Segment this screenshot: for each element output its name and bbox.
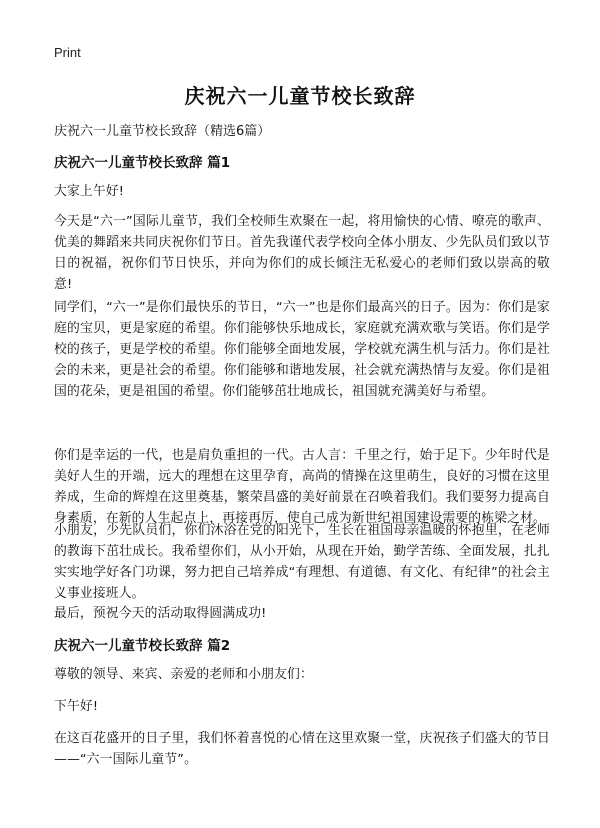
section-heading-1: 庆祝六一儿童节校长致辞 篇1 (54, 155, 231, 171)
paragraph-generation: 你们是幸运的一代，也是肩负重担的一代。古人言：千里之行，始于足下。少年时代是美好人生的开端，远大的理想在这里孕育，高尚的情操在这里萌生，良好的习惯在这里养成，生命的辉煌在这里奠基，繁荣昌盛的美好前景在召唤着我们。我们要努力提高自身素质，在新的人生起点上，再接再厉，使自己成为新世纪祖国建设需要的栋梁之材。 (54, 448, 550, 526)
paragraph-address: 尊敬的领导、来宾、亲爱的老师和小朋友们： (54, 667, 313, 682)
paragraph-closing: 最后，预祝今天的活动取得圆满成功! (54, 606, 267, 621)
paragraph-celebration: 在这百花盛开的日子里，我们怀着喜悦的心情在这里欢聚一堂，庆祝孩子们盛大的节日——“六一国际儿童节”。 (54, 731, 550, 767)
paragraph-greeting: 大家上午好! (54, 184, 125, 199)
paragraph-hope: 同学们，“六一”是你们最快乐的节日，“六一”也是你们最高兴的日子。因为：你们是家庭的宝贝，更是家庭的希望。你们能够快乐地成长，家庭就充满欢歌与笑语。你们是学校的孩子，更是学校的希望。你们能够全面地发展，学校就充满生机与活力。你们是社会的未来，更是社会的希望。你们能够和谐地发展，社会就充满热情与友爱。你们是祖国的花朵，更是祖国的希望。你们能够茁壮地成长，祖国就充满美好与希望。 (54, 300, 550, 399)
document-subtitle: 庆祝六一儿童节校长致辞（精选6篇） (54, 124, 271, 139)
section-heading-2: 庆祝六一儿童节校长致辞 篇2 (54, 638, 231, 654)
page-title: 庆祝六一儿童节校长致辞 (184, 84, 416, 108)
paragraph-wishes: 小朋友，少先队员们，你们沐浴在党的阳光下，生长在祖国母亲温暖的怀抱里，在老师的教诲下茁壮成长。我希望你们，从小开始，从现在开始，勤学苦练、全面发展，扎扎实实地学好各门功课，努力把自己培养成“有理想、有道德、有文化、有纪律”的社会主义事业接班人。 (54, 523, 550, 601)
paragraph-afternoon: 下午好! (54, 699, 99, 714)
print-link[interactable]: Print (54, 45, 81, 60)
paragraph-opening: 今天是“六一”国际儿童节，我们全校师生欢聚在一起，将用愉快的心情、嘹亮的歌声、优美的舞蹈来共同庆祝你们节日。首先我谨代表学校向全体小朋友、少先队员们致以节日的祝福，祝你们节日快乐，并向为你们的成长倾注无私爱心的老师们致以崇高的敬意! (54, 214, 550, 292)
